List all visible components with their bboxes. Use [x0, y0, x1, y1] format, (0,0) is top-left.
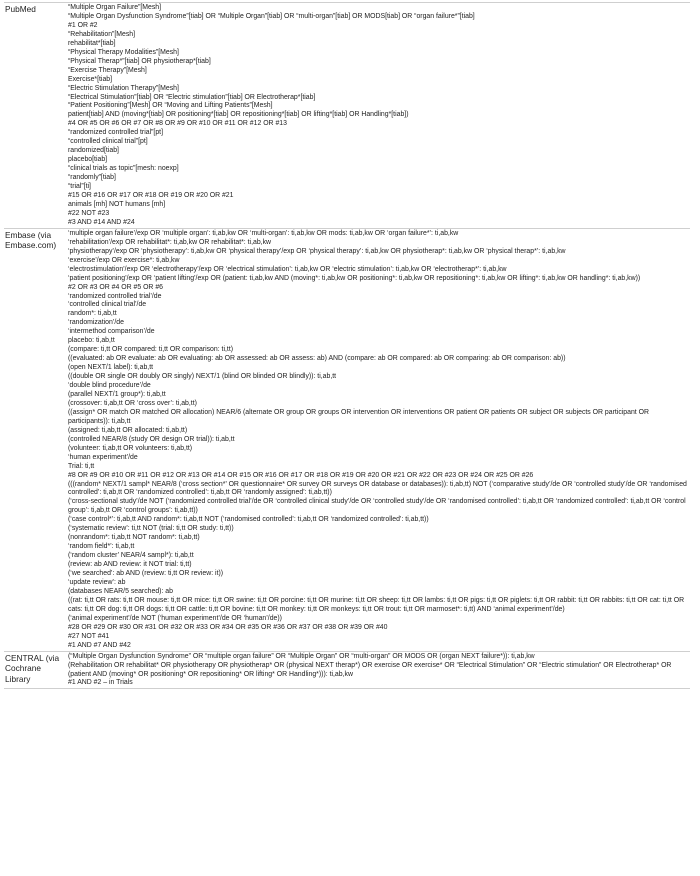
search-line: “trial”[ti]	[68, 183, 91, 191]
database-section-embase	[4, 228, 690, 651]
search-line: “Physical Therap*”[tiab] OR physiotherap*[tiab]	[68, 57, 211, 65]
search-line: ‘human experiment’/de	[68, 453, 138, 461]
search-line: ‘patient positioning’/exp OR ‘patient lifting’/exp OR (patient: ti,ab,kw AND (moving*: ti,ab,kw OR positioning*: ti,ab,kw OR repositioning*: ti,ab,kw OR lifting*: ti,ab,kw OR handling*: ti,ab,kw))	[68, 274, 641, 282]
search-line: random*: ti,ab,tt	[68, 310, 117, 318]
database-name: CENTRAL (via Cochrane Library	[4, 651, 68, 689]
database-name: Embase (via Embase.com)	[4, 228, 68, 651]
search-line: Trial: ti,tt	[68, 462, 95, 470]
search-line: #22 NOT #23	[68, 209, 110, 217]
search-line: rehabilitat*[tiab]	[68, 39, 116, 47]
search-line: “randomized controlled trial”[pt]	[68, 129, 163, 137]
search-line: #1 AND #7 AND #42	[68, 641, 131, 649]
search-steps	[68, 3, 690, 229]
search-line: “Multiple Organ Failure”[Mesh]	[68, 4, 162, 11]
search-line: ‘electrostimulation’/exp OR ‘electrotherapy’/exp OR ‘electrical stimulation’: ti,ab,kw OR ‘electric stimulation’: ti,ab,kw OR ‘electrotherap*’: ti,ab,kw	[68, 265, 507, 273]
search-line: (‘we searched’: ab AND (review: ti,tt OR review: it))	[68, 570, 224, 578]
search-line: (open NEXT/1 label): ti,ab,tt	[68, 364, 154, 372]
search-strategy-table	[4, 2, 690, 689]
search-line: ‘rehabilitation’/exp OR rehabilitat*: ti,ab,kw OR rehabilitat*: ti,ab,kw	[68, 238, 271, 246]
search-line: (‘random cluster’ NEAR/4 sampl*): ti,ab,tt	[68, 552, 194, 560]
search-line: ((evaluated: ab OR evaluate: ab OR evaluating: ab OR assessed: ab OR assess: ab) AND (compare: ab OR compared: ab OR comparing: ab OR comparison: ab))	[68, 355, 566, 363]
search-steps	[68, 651, 690, 689]
search-line: ‘randomization’/de	[68, 319, 124, 327]
search-line: randomized[tiab]	[68, 147, 119, 155]
search-line: ‘update review’: ab	[68, 579, 126, 586]
search-line: “Multiple Organ Dysfunction Syndrome”[tiab] OR “Multiple Organ”[tiab] OR “multi-organ”[tiab] OR MODS[tiab] OR “organ failure*”[tiab]	[68, 12, 475, 20]
search-line: (volunteer: ti,ab,tt OR volunteers: ti,ab,tt)	[68, 444, 193, 452]
search-line: “Patient Positioning”[Mesh] OR “Moving and Lifting Patients”[Mesh]	[68, 102, 273, 110]
search-line: patient[tiab] AND (moving*[tiab] OR positioning*[tiab] OR repositioning*[tiab] OR lifting*[tiab] OR Handling*[tiab])	[68, 111, 409, 119]
search-line: (controlled NEAR/8 (study OR design OR trial)): ti,ab,tt	[68, 435, 235, 443]
search-line: “controlled clinical trial”[pt]	[68, 138, 148, 146]
search-line: “Electric Stimulation Therapy”[Mesh]	[68, 84, 179, 92]
search-line: “Electrical Stimulation”[tiab] OR “Electric stimulation”[tiab] OR Electrotherap*[tiab]	[68, 93, 316, 101]
search-line: ‘physiotherapy’/exp OR ‘physiotherapy’: ti,ab,kw OR ‘physical therapy’/exp OR ‘physical therapy’: ti,ab,kw OR physiotherap*: ti,ab,kw OR ‘physical therap*’: ti,ab,kw	[68, 247, 566, 255]
search-line: (assigned: ti,ab,tt OR allocated: ti,ab,tt)	[68, 426, 188, 434]
search-line: “Exercise Therapy”[Mesh]	[68, 66, 147, 74]
search-line: (crossover: ti,ab,tt OR ‘cross over’: ti,ab,tt)	[68, 399, 197, 407]
search-steps	[68, 228, 690, 651]
database-section-pubmed	[4, 3, 690, 229]
search-line: (“Multiple Organ Dysfunction Syndrome” OR “multiple organ failure” OR “Multiple Organ” OR “multi-organ” OR MODS OR (organ NEXT failure*)): ti,ab,kw	[68, 652, 535, 660]
search-line: ((assign* OR match OR matched OR allocation) NEAR/6 (alternate OR group OR groups OR intervention OR interventions OR patient OR patients OR subject OR subjects OR participant OR participants)): ti,ab,tt	[68, 408, 649, 425]
search-line: Exercise*[tiab]	[68, 75, 113, 83]
search-line: #4 OR #5 OR #6 OR #7 OR #8 OR #9 OR #10 OR #11 OR #12 OR #13	[68, 120, 287, 128]
search-line: ‘random field*’: ti,ab,tt	[68, 543, 135, 551]
search-line: “clinical trials as topic”[mesh: noexp]	[68, 165, 179, 173]
search-line: #2 OR #3 OR #4 OR #5 OR #6	[68, 283, 163, 291]
database-section-central	[4, 651, 690, 689]
search-line: “Rehabilitation”[Mesh]	[68, 30, 136, 38]
search-line: “Physical Therapy Modalities”[Mesh]	[68, 48, 179, 56]
search-line: ‘randomized controlled trial’/de	[68, 292, 162, 300]
search-line: (nonrandom*: ti,ab,tt NOT random*: ti,ab,tt)	[68, 534, 200, 542]
search-line: (‘cross-sectional study’/de NOT (‘randomized controlled trial’/de OR ‘controlled clinical study’/de OR ‘controlled study’/de OR ‘randomised controlled’: ti,ab,tt OR ‘randomized controlled’: ti,ab,tt OR ‘control group’: ti,ab,tt OR ‘control groups’: ti,ab,tt))	[68, 498, 686, 515]
search-line: (‘animal experiment’/de NOT (‘human experiment’/de OR ‘human’/de))	[68, 614, 282, 622]
search-line: ‘multiple organ failure’/exp OR ‘multiple organ’: ti,ab,kw OR ‘multi-organ’: ti,ab,kw OR mods: ti,ab,kw OR ‘organ failure*’: ti,ab,kw	[68, 229, 459, 237]
search-line: animals [mh] NOT humans [mh]	[68, 200, 166, 208]
search-line: #27 NOT #41	[68, 632, 110, 640]
search-line: #8 OR #9 OR #10 OR #11 OR #12 OR #13 OR #14 OR #15 OR #16 OR #17 OR #18 OR #19 OR #20 OR #21 OR #22 OR #23 OR #24 OR #25 OR #26	[68, 471, 534, 479]
search-line: (((random* NEXT/1 sampl* NEAR/8 (‘cross section*’ OR questionnaire* OR survey OR surveys OR database or databases)): ti,ab,tt) NOT (‘comparative study’/de OR ‘controlled study’/de OR ‘randomised controlled’: ti,ab,tt OR ‘randomized controlled’: ti,ab,tt OR ‘randomly assigned’: ti,ab,tt))	[68, 480, 687, 497]
search-line: (compare: ti,tt OR compared: ti,tt OR comparison: ti,tt)	[68, 346, 234, 354]
search-line: #3 AND #14 AND #24	[68, 218, 135, 226]
search-line: ‘double blind procedure’/de	[68, 382, 151, 390]
search-line: ((rat: ti,tt OR rats: ti,tt OR mouse: ti,tt OR mice: ti,tt OR swine: ti,tt OR porcine: ti,tt OR murine: ti,tt OR sheep: ti,tt OR lambs: ti,tt OR pigs: ti,tt OR piglets: ti,tt OR rabbit: ti,tt OR rabbits: ti,tt OR cat: ti,tt OR cats: ti,tt OR dog: ti,tt OR dogs: ti,tt OR cattle: ti,tt OR bovine: ti,tt OR monkey: ti,tt OR monkeys: ti,tt OR trout: ti,tt OR marmoset*: ti,tt) AND ‘animal experiment’/de)	[68, 596, 685, 613]
search-line: placebo: ti,ab,tt	[68, 337, 115, 345]
search-line: ‘controlled clinical trial’/de	[68, 301, 147, 309]
search-line: “randomly”[tiab]	[68, 174, 116, 182]
search-line: (parallel NEXT/1 group*): ti,ab,tt	[68, 390, 166, 398]
search-line: #1 AND #2 – in Trials	[68, 679, 133, 687]
search-line: (Rehabilitation OR rehabilitat* OR physiotherapy OR physiotherap* OR (physical NEXT therap*) OR exercise OR exercise* OR “Electrical Stimulation” OR “Electric stimulation” OR Electrotherap* OR (patient AND (moving* OR positioning* OR repositioning* OR lifting* OR Handling*))): ti,ab,kw	[68, 661, 672, 678]
search-line: #1 OR #2	[68, 21, 98, 29]
search-line: #28 OR #29 OR #30 OR #31 OR #32 OR #33 OR #34 OR #35 OR #36 OR #37 OR #38 OR #39 OR #40	[68, 623, 388, 631]
search-line: ((double OR single OR doubly OR singly) NEXT/1 (blind OR blinded OR blindly)): ti,ab,tt	[68, 373, 337, 381]
search-line: #15 OR #16 OR #17 OR #18 OR #19 OR #20 OR #21	[68, 192, 234, 200]
search-strategy-body	[4, 3, 690, 689]
search-line: ‘exercise’/exp OR exercise*: ti,ab,kw	[68, 256, 180, 264]
search-line: (databases NEAR/5 searched): ab	[68, 587, 173, 595]
search-line: (review: ab AND review: it NOT trial: ti,tt)	[68, 561, 192, 569]
search-line: (‘case control*’: ti,ab,tt AND random*: ti,ab,tt NOT (‘randomised controlled’: ti,ab,tt OR ‘randomized controlled’: ti,ab,tt))	[68, 516, 429, 524]
search-line: ‘intermethod comparison’/de	[68, 328, 155, 336]
search-line: (‘systematic review’: ti,tt NOT (trial: ti,tt OR study: ti,tt))	[68, 525, 234, 533]
search-line: placebo[tiab]	[68, 156, 108, 164]
database-name: PubMed	[4, 3, 68, 229]
